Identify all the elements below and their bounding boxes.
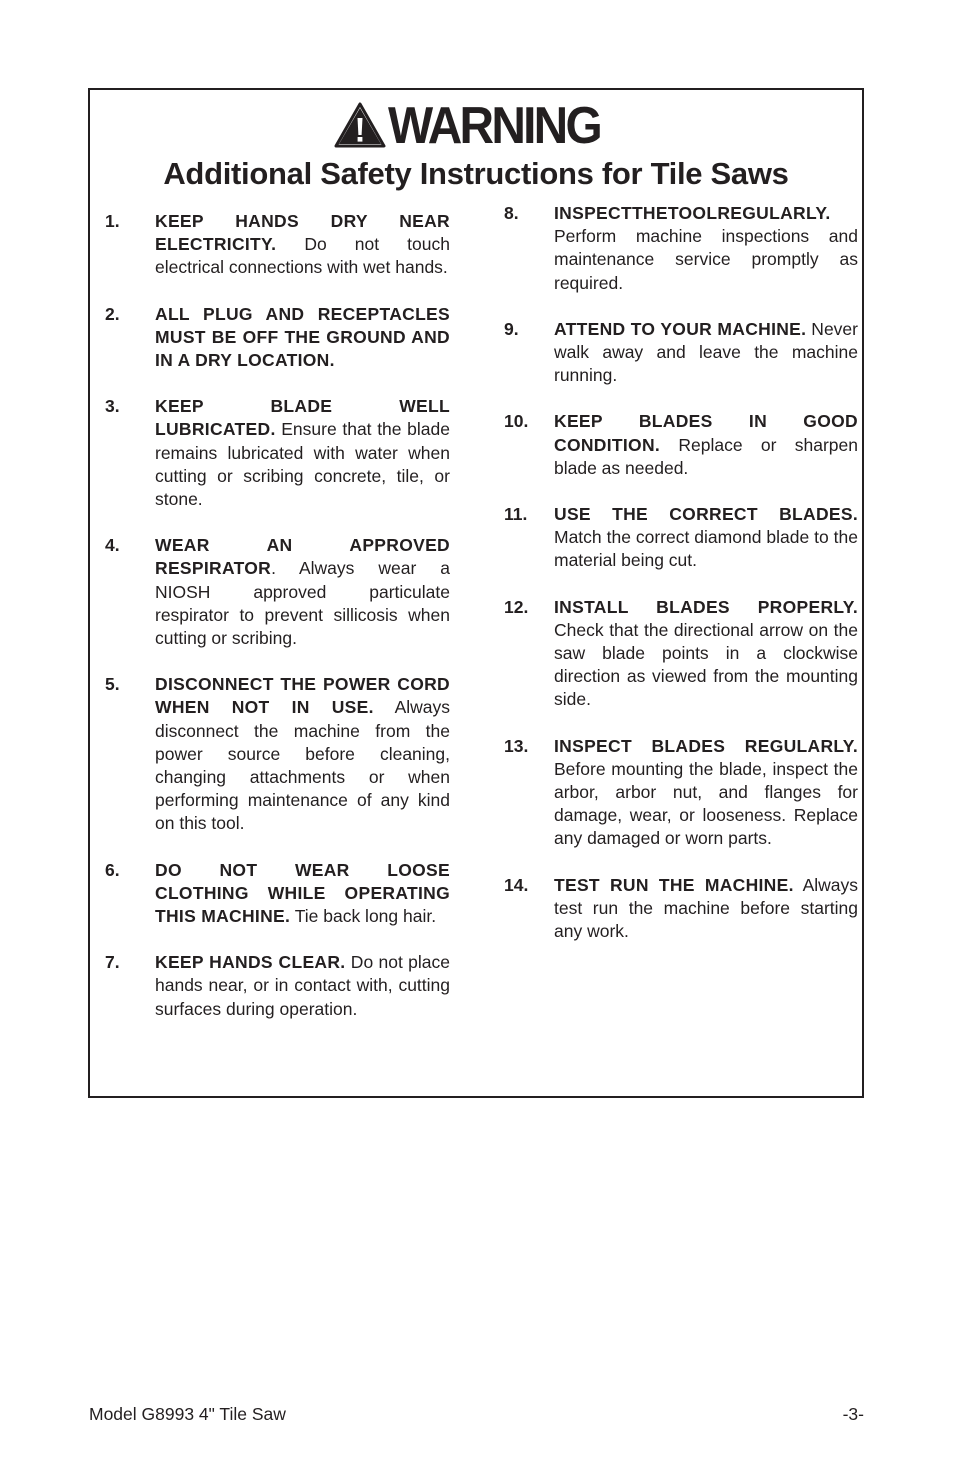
list-item xyxy=(105,951,450,1021)
list-item xyxy=(504,735,858,851)
item-heading: KEEP HANDS CLEAR. xyxy=(155,952,346,973)
item-number: 3. xyxy=(105,396,120,417)
item-heading: ATTEND TO YOUR MACHINE. xyxy=(554,318,807,339)
item-number: 7. xyxy=(105,952,120,973)
item-body: . Always wear a NIOSH approved particulate respirator to prevent sillicosis when cutting or scribing. xyxy=(155,558,450,649)
item-heading: DO NOT WEAR LOOSE CLOTHING WHILE OPERATING THIS MACHINE. xyxy=(155,859,450,927)
item-number: 10. xyxy=(504,411,529,432)
item-heading: KEEP BLADES IN GOOD CONDITION. xyxy=(554,411,858,455)
item-number: 9. xyxy=(504,318,519,339)
item-text xyxy=(554,596,858,712)
list-item xyxy=(105,210,450,280)
item-body: Never walk away and leave the machine running. xyxy=(554,318,858,386)
item-text xyxy=(554,410,858,480)
item-number: 1. xyxy=(105,211,120,231)
item-number: 12. xyxy=(504,596,529,617)
item-heading: INSTALL BLADES PROPERLY. xyxy=(554,596,858,617)
item-heading: KEEP HANDS DRY NEAR ELECTRICITY. xyxy=(155,211,450,255)
item-number: 5. xyxy=(105,674,120,695)
list-item xyxy=(105,303,450,373)
item-heading: DISCONNECT THE POWER CORD WHEN NOT IN USE. xyxy=(155,674,450,718)
item-number: 13. xyxy=(504,735,529,756)
warning-header xyxy=(90,97,862,160)
item-heading: WEAR AN APPROVED RESPIRATOR xyxy=(155,535,450,579)
item-heading: KEEP BLADE WELL LUBRICATED. xyxy=(155,396,450,440)
item-number: 2. xyxy=(105,303,120,324)
item-heading: ALL PLUG AND RECEPTACLES MUST BE OFF THE GROUND AND IN A DRY LOCATION. xyxy=(155,303,450,371)
item-body: Before mounting the blade, inspect the arbor, arbor nut, and flanges for damage, wear, or looseness. Replace any damaged or worn parts. xyxy=(554,758,858,849)
warning-title: WARNING xyxy=(387,97,600,155)
item-body: Do not place hands near, or in contact with, cutting surfaces during operation. xyxy=(155,952,450,1019)
item-number: 14. xyxy=(504,874,529,895)
list-item xyxy=(504,874,858,944)
list-item xyxy=(105,859,450,929)
item-body: Match the correct diamond blade to the material being cut. xyxy=(554,527,858,571)
item-text xyxy=(155,534,450,650)
list-item xyxy=(504,410,858,480)
footer-page-number: -3- xyxy=(842,1404,864,1424)
list-item xyxy=(504,503,858,573)
warning-triangle-icon xyxy=(334,102,386,148)
item-text xyxy=(554,318,858,388)
item-body: Replace or sharpen blade as needed. xyxy=(554,434,858,478)
list-item xyxy=(504,596,858,712)
warning-box xyxy=(88,88,864,1098)
item-heading: INSPECTTHETOOLREGULARLY. xyxy=(554,203,831,223)
item-text xyxy=(554,202,858,295)
list-item xyxy=(105,673,450,835)
item-body: Ensure that the blade remains lubricated with water when cutting or scribing concrete, tile, or stone. xyxy=(155,419,450,510)
item-number: 11. xyxy=(504,504,528,525)
item-text xyxy=(155,859,450,929)
item-text xyxy=(155,210,450,280)
item-heading: INSPECT BLADES REGULARLY. xyxy=(554,735,858,756)
list-item xyxy=(504,318,858,388)
left-column xyxy=(105,210,450,1044)
item-text xyxy=(155,673,450,835)
item-text xyxy=(554,735,858,851)
item-body: Always test run the machine before starting any work. xyxy=(554,874,858,942)
page-subtitle: Additional Safety Instructions for Tile Saws xyxy=(163,156,789,191)
item-body: Tie back long hair. xyxy=(290,906,437,927)
item-text xyxy=(155,951,450,1021)
item-number: 6. xyxy=(105,859,120,880)
item-heading: USE THE CORRECT BLADES. xyxy=(554,504,858,525)
list-item xyxy=(105,395,450,511)
item-number: 8. xyxy=(504,203,519,223)
right-column xyxy=(504,202,858,966)
list-item xyxy=(105,534,450,650)
item-number: 4. xyxy=(105,535,120,556)
list-item xyxy=(504,202,858,295)
item-body: Check that the directional arrow on the saw blade points in a clockwise direction as viewed from the mounting side. xyxy=(554,619,858,710)
item-body: Do not touch electrical connections with wet hands. xyxy=(155,234,450,278)
item-text xyxy=(155,303,450,373)
item-text xyxy=(155,395,450,511)
item-text xyxy=(554,874,858,944)
item-body: Always disconnect the machine from the power source before cleaning, changing attachments or when performing maintenance of any kind on this tool. xyxy=(155,697,451,834)
item-body: Perform machine inspections and maintenance service promptly as required. xyxy=(554,226,858,293)
item-text xyxy=(554,503,858,573)
footer-model: Model G8993 4" Tile Saw xyxy=(89,1404,286,1424)
item-heading: TEST RUN THE MACHINE. xyxy=(554,874,794,895)
